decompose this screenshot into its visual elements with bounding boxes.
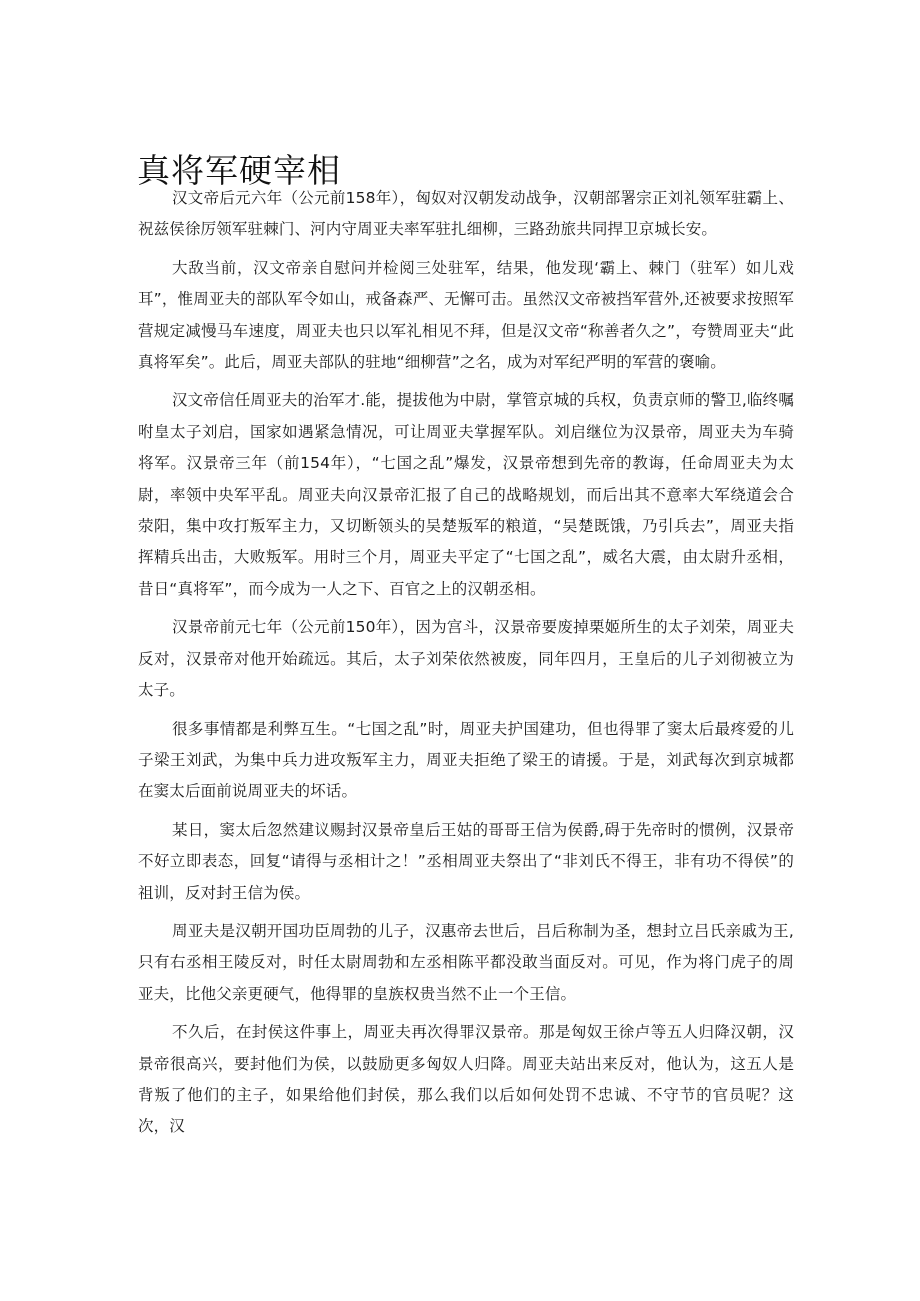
- paragraph-7: 周亚夫是汉朝开国功臣周勃的儿子，汉惠帝去世后，吕后称制为圣，想封立吕氏亲戚为王,只有右丞相王陵反对，时任太尉周勃和左丞相陈平都没敢当面反对。可见，作为将门虎子的周亚夫，比他父亲更硬气，他得罪的皇族权贵当然不止一个王信。: [138, 921, 794, 1003]
- paragraph-5: 很多事情都是利弊互生。“七国之乱”时，周亚夫护国建功，但也得罪了窦太后最疼爱的儿子梁王刘武，为集中兵力进攻叛军主力，周亚夫拒绝了梁王的请援。于是，刘武每次到京城都在窦太后面前说周亚夫的坏话。: [138, 719, 794, 801]
- article-body: [138, 183, 794, 1150]
- paragraph-8: 不久后，在封侯这件事上，周亚夫再次得罪汉景帝。那是匈奴王徐卢等五人归降汉朝，汉景帝很高兴，要封他们为侯，以鼓励更多匈奴人归降。周亚夫站出来反对，他认为，这五人是背叛了他们的主子，如果给他们封侯，那么我们以后如何处罚不忠诚、不守节的官员呢？这次，汉: [138, 1023, 794, 1136]
- article-title: 真将军硬宰相: [137, 151, 341, 191]
- paragraph-6: 某日，窦太后忽然建议赐封汉景帝皇后王姑的哥哥王信为侯爵,碍于先帝时的惯例，汉景帝不好立即表态，回复“请得与丞相计之！”丞相周亚夫祭出了“非刘氏不得王，非有功不得侯”的祖训，反对封王信为侯。: [138, 820, 794, 902]
- paragraph-3: 汉文帝信任周亚夫的治军才.能，提拔他为中尉，掌管京城的兵权，负责京师的警卫,临终嘱咐皇太子刘启，国家如遇紧急情况，可让周亚夫掌握军队。刘启继位为汉景帝，周亚夫为车骑将军。汉景帝三年（前154年），“七国之乱”爆发，汉景帝想到先帝的教诲，任命周亚夫为太尉，率领中央军平乱。周亚夫向汉景帝汇报了自己的战略规划，而后出其不意率大军绕道会合荥阳，集中攻打叛军主力，又切断领头的吴楚叛军的粮道，“吴楚既饿，乃引兵去”，周亚夫指挥精兵出击，大败叛军。用时三个月，周亚夫平定了“七国之乱”，威名大震，由太尉升丞相，昔日“真将军”，而今成为一人之下、百官之上的汉朝丞相。: [138, 391, 794, 598]
- paragraph-1: 汉文帝后元六年（公元前158年），匈奴对汉朝发动战争，汉朝部署宗正刘礼领军驻霸上、祝兹侯徐厉领军驻棘门、河内守周亚夫率军驻扎细柳，三路劲旅共同捍卫京城长安。: [138, 189, 794, 239]
- paragraph-2: 大敌当前，汉文帝亲自慰问并检阅三处驻军，结果，他发现‘霸上、棘门（驻军）如儿戏耳”，惟周亚夫的部队军令如山，戒备森严、无懈可击。虽然汉文帝被挡军营外,还被要求按照军营规定减慢马车速度，周亚夫也只以军礼相见不拜，但是汉文帝“称善者久之”，夸赞周亚夫“此真将军矣”。此后，周亚夫部队的驻地“细柳营”之名，成为对军纪严明的军营的褒喻。: [138, 258, 794, 372]
- paragraph-4: 汉景帝前元七年（公元前150年），因为宫斗，汉景帝要废掉栗姬所生的太子刘荣，周亚夫反对，汉景帝对他开始疏远。其后，太子刘荣依然被废，同年四月，王皇后的儿子刘彻被立为太子。: [138, 618, 794, 700]
